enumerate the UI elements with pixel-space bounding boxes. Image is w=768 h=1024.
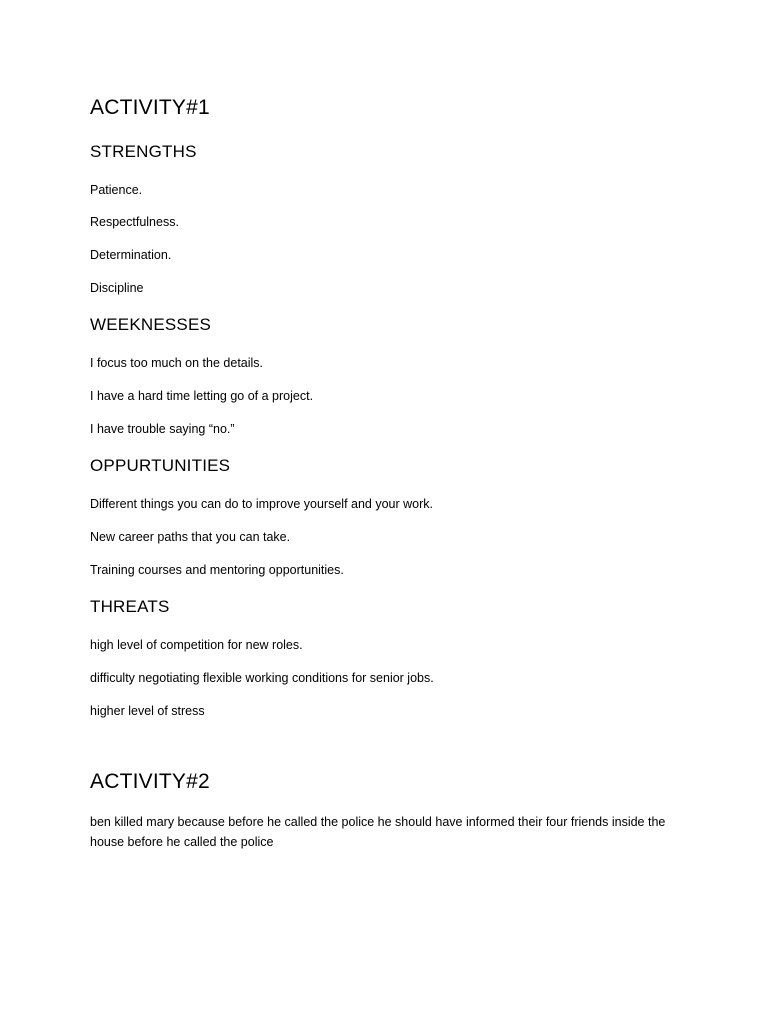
threats-heading: THREATS bbox=[90, 597, 170, 616]
opportunity-item: Training courses and mentoring opportunities. bbox=[90, 563, 344, 577]
opportunity-item: Different things you can do to improve yourself and your work. bbox=[90, 497, 433, 511]
weaknesses-heading: WEEKNESSES bbox=[90, 315, 212, 334]
activity-2-title: ACTIVITY#2 bbox=[90, 770, 210, 793]
threat-item: difficulty negotiating flexible working conditions for senior jobs. bbox=[90, 671, 434, 685]
strengths-heading: STRENGTHS bbox=[90, 142, 197, 161]
activity-2-paragraph: ben killed mary because before he called the police he should have informed their four friends inside the house before he called the police bbox=[90, 815, 666, 849]
activity-1-title: ACTIVITY#1 bbox=[90, 96, 210, 119]
strength-item: Determination. bbox=[90, 248, 172, 262]
weakness-item: I focus too much on the details. bbox=[90, 356, 264, 370]
opportunity-item: New career paths that you can take. bbox=[90, 530, 291, 544]
weakness-item: I have trouble saying “no.” bbox=[90, 422, 235, 436]
strength-item: Respectfulness. bbox=[90, 215, 179, 229]
strength-item: Patience. bbox=[90, 183, 143, 197]
threat-item: high level of competition for new roles. bbox=[90, 638, 303, 652]
strength-item: Discipline bbox=[90, 281, 144, 295]
opportunities-heading: OPPURTUNITIES bbox=[90, 456, 231, 475]
weakness-item: I have a hard time letting go of a project. bbox=[90, 389, 314, 403]
threat-item: higher level of stress bbox=[90, 704, 205, 718]
